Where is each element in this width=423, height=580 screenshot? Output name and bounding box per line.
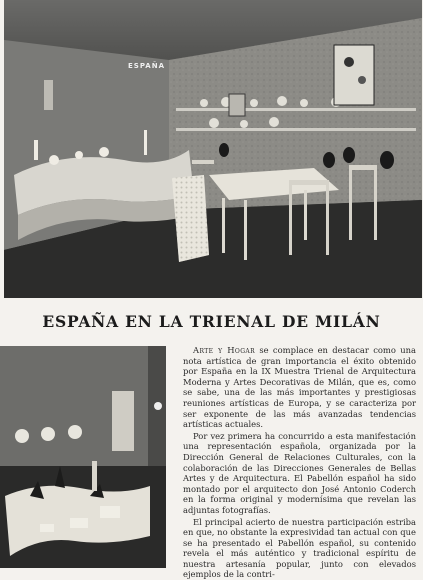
publication-name: Arte y Hogar xyxy=(193,345,255,355)
display-table-illustration xyxy=(0,346,166,568)
pavilion-sign: ESPAÑA xyxy=(128,62,165,70)
article-headline: ESPAÑA EN LA TRIENAL DE MILÁN xyxy=(0,312,423,331)
paragraph-text: se complace en destacar como una nota artística de gran importancia el éxito obtenido por España en la IX Muestra Trienal de Arquitectura Moderna y Artes Decorativas de Milán, que es, como se sabe, una de las más importantes y prestigiosas reuniones artísticas de Europa, y se caracteriza por ser exponente de las más avanzadas tendencias artísticas actuales. xyxy=(183,345,416,429)
article-paragraph xyxy=(183,345,416,430)
exhibition-photo-bottom xyxy=(0,346,166,568)
article-paragraph: El principal acierto de nuestra participación estriba en que, no obstante la expresividad tan actual con que se ha presentado el Pabellón español, su contenido revela el más auténtico y tradicional espíritu de nuestra artesanía popular, junto con elevados ejemplos de la contri- xyxy=(183,517,416,580)
pavilion-room-illustration xyxy=(4,0,422,298)
article-paragraph: Por vez primera ha concurrido a esta manifestación una representación española, organizada por la Dirección General de Relaciones Culturales, con la colaboración de las Direcciones Generales de Bellas Artes y de Arquitectura. El Pabellón español ha sido montado por el arquitecto don José Antonio Coderch en la forma original y modernísima que revelan las adjuntas fotografías. xyxy=(183,431,416,516)
article-body xyxy=(183,345,416,580)
exhibition-photo-top xyxy=(4,0,422,298)
